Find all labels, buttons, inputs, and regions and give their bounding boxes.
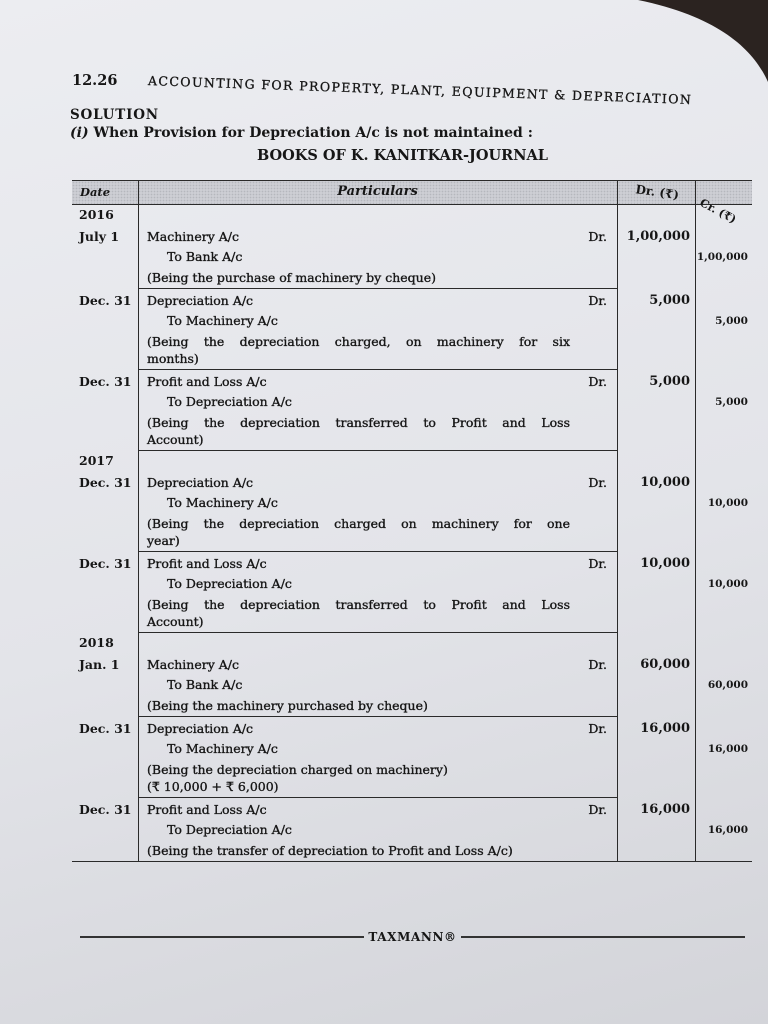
column-header-dr: Dr. (₹) xyxy=(634,182,680,203)
dr-marker: Dr. xyxy=(588,721,607,736)
page-corner-shadow xyxy=(638,0,768,90)
publisher-name: TAXMANN® xyxy=(368,930,457,944)
subheading xyxy=(70,125,533,141)
credit-amount: 16,000 xyxy=(707,743,748,755)
column-header-particulars: Particulars xyxy=(337,184,418,199)
entry-date: Dec. 31 xyxy=(79,721,132,736)
journal-entry xyxy=(72,552,752,633)
page-footer xyxy=(80,930,745,944)
column-header-cr: Cr. (₹) xyxy=(697,196,739,227)
credit-account: To Depreciation A/c xyxy=(167,394,292,409)
debit-amount: 16,000 xyxy=(640,721,690,736)
narration-line: (Being the depreciation transferred to Profit and Loss xyxy=(147,597,570,612)
dr-marker: Dr. xyxy=(588,229,607,244)
credit-amount: 10,000 xyxy=(707,497,748,509)
journal-entry xyxy=(72,370,752,451)
debit-account: Profit and Loss A/c xyxy=(147,556,267,571)
debit-account: Machinery A/c xyxy=(147,229,239,244)
year-label: 2017 xyxy=(79,453,114,468)
debit-account: Profit and Loss A/c xyxy=(147,374,267,389)
solution-label: SOLUTION xyxy=(70,107,159,123)
credit-amount: 16,000 xyxy=(707,824,748,836)
entry-date: Dec. 31 xyxy=(79,475,132,490)
credit-account: To Bank A/c xyxy=(167,677,243,692)
narration-line: (Being the purchase of machinery by cheque) xyxy=(147,270,436,285)
journal-title: BOOKS OF K. KANITKAR-JOURNAL xyxy=(257,147,548,164)
entry-date: Dec. 31 xyxy=(79,293,132,308)
debit-account: Depreciation A/c xyxy=(147,721,254,736)
subheading-marker: (i) xyxy=(70,125,89,141)
narration-line: (Being the depreciation charged, on machinery for six xyxy=(147,334,570,349)
subheading-text: When Provision for Depreciation A/c is not maintained : xyxy=(93,125,533,141)
narration-line: year) xyxy=(147,533,180,548)
credit-account: To Machinery A/c xyxy=(167,495,278,510)
column-rule xyxy=(617,180,618,861)
journal-entry xyxy=(72,717,752,798)
footer-rule-right xyxy=(461,936,745,937)
debit-amount: 5,000 xyxy=(649,374,690,389)
year-label: 2016 xyxy=(79,207,114,222)
journal-entry xyxy=(72,798,752,861)
dr-marker: Dr. xyxy=(588,802,607,817)
column-header-date: Date xyxy=(80,185,111,199)
narration-line: (Being the transfer of depreciation to Profit and Loss A/c) xyxy=(147,843,513,858)
journal-entry xyxy=(72,289,752,370)
journal-table xyxy=(72,180,752,862)
debit-amount: 16,000 xyxy=(640,802,690,817)
journal-entry xyxy=(72,653,752,717)
credit-account: To Machinery A/c xyxy=(167,741,278,756)
debit-amount: 60,000 xyxy=(640,657,690,672)
credit-amount: 10,000 xyxy=(707,578,748,590)
narration-line: months) xyxy=(147,351,199,366)
entry-date: Dec. 31 xyxy=(79,802,132,817)
narration-line: (Being the depreciation transferred to Profit and Loss xyxy=(147,415,570,430)
year-row xyxy=(72,451,752,471)
journal-entry xyxy=(72,225,752,289)
narration-line: (Being the depreciation charged on machinery) xyxy=(147,762,448,777)
credit-amount: 1,00,000 xyxy=(696,251,748,263)
debit-amount: 10,000 xyxy=(640,556,690,571)
credit-amount: 5,000 xyxy=(715,315,748,327)
debit-amount: 1,00,000 xyxy=(626,229,690,244)
year-row xyxy=(72,633,752,653)
page-number: 12.26 xyxy=(72,72,118,89)
entry-date: July 1 xyxy=(79,229,120,244)
dr-marker: Dr. xyxy=(588,374,607,389)
dr-marker: Dr. xyxy=(588,475,607,490)
column-rule xyxy=(695,180,696,861)
credit-account: To Machinery A/c xyxy=(167,313,278,328)
debit-amount: 10,000 xyxy=(640,475,690,490)
credit-account: To Depreciation A/c xyxy=(167,822,292,837)
entry-date: Jan. 1 xyxy=(79,657,120,672)
credit-amount: 60,000 xyxy=(707,679,748,691)
credit-amount: 5,000 xyxy=(715,396,748,408)
footer-rule-left xyxy=(80,936,364,937)
year-label: 2018 xyxy=(79,635,114,650)
debit-account: Profit and Loss A/c xyxy=(147,802,267,817)
narration-line: Account) xyxy=(147,614,204,629)
debit-account: Depreciation A/c xyxy=(147,293,254,308)
debit-amount: 5,000 xyxy=(649,293,690,308)
debit-account: Machinery A/c xyxy=(147,657,239,672)
narration-line: (Being the machinery purchased by cheque) xyxy=(147,698,428,713)
debit-account: Depreciation A/c xyxy=(147,475,254,490)
chapter-title: ACCOUNTING FOR PROPERTY, PLANT, EQUIPMENT & DEPRECIATION xyxy=(147,73,693,107)
entry-date: Dec. 31 xyxy=(79,374,132,389)
journal-entry xyxy=(72,471,752,552)
credit-account: To Bank A/c xyxy=(167,249,243,264)
dr-marker: Dr. xyxy=(588,293,607,308)
dr-marker: Dr. xyxy=(588,657,607,672)
dr-marker: Dr. xyxy=(588,556,607,571)
credit-account: To Depreciation A/c xyxy=(167,576,292,591)
narration-line: (₹ 10,000 + ₹ 6,000) xyxy=(147,779,279,794)
narration-line: (Being the depreciation charged on machinery for one xyxy=(147,516,570,531)
narration-line: Account) xyxy=(147,432,204,447)
entry-date: Dec. 31 xyxy=(79,556,132,571)
